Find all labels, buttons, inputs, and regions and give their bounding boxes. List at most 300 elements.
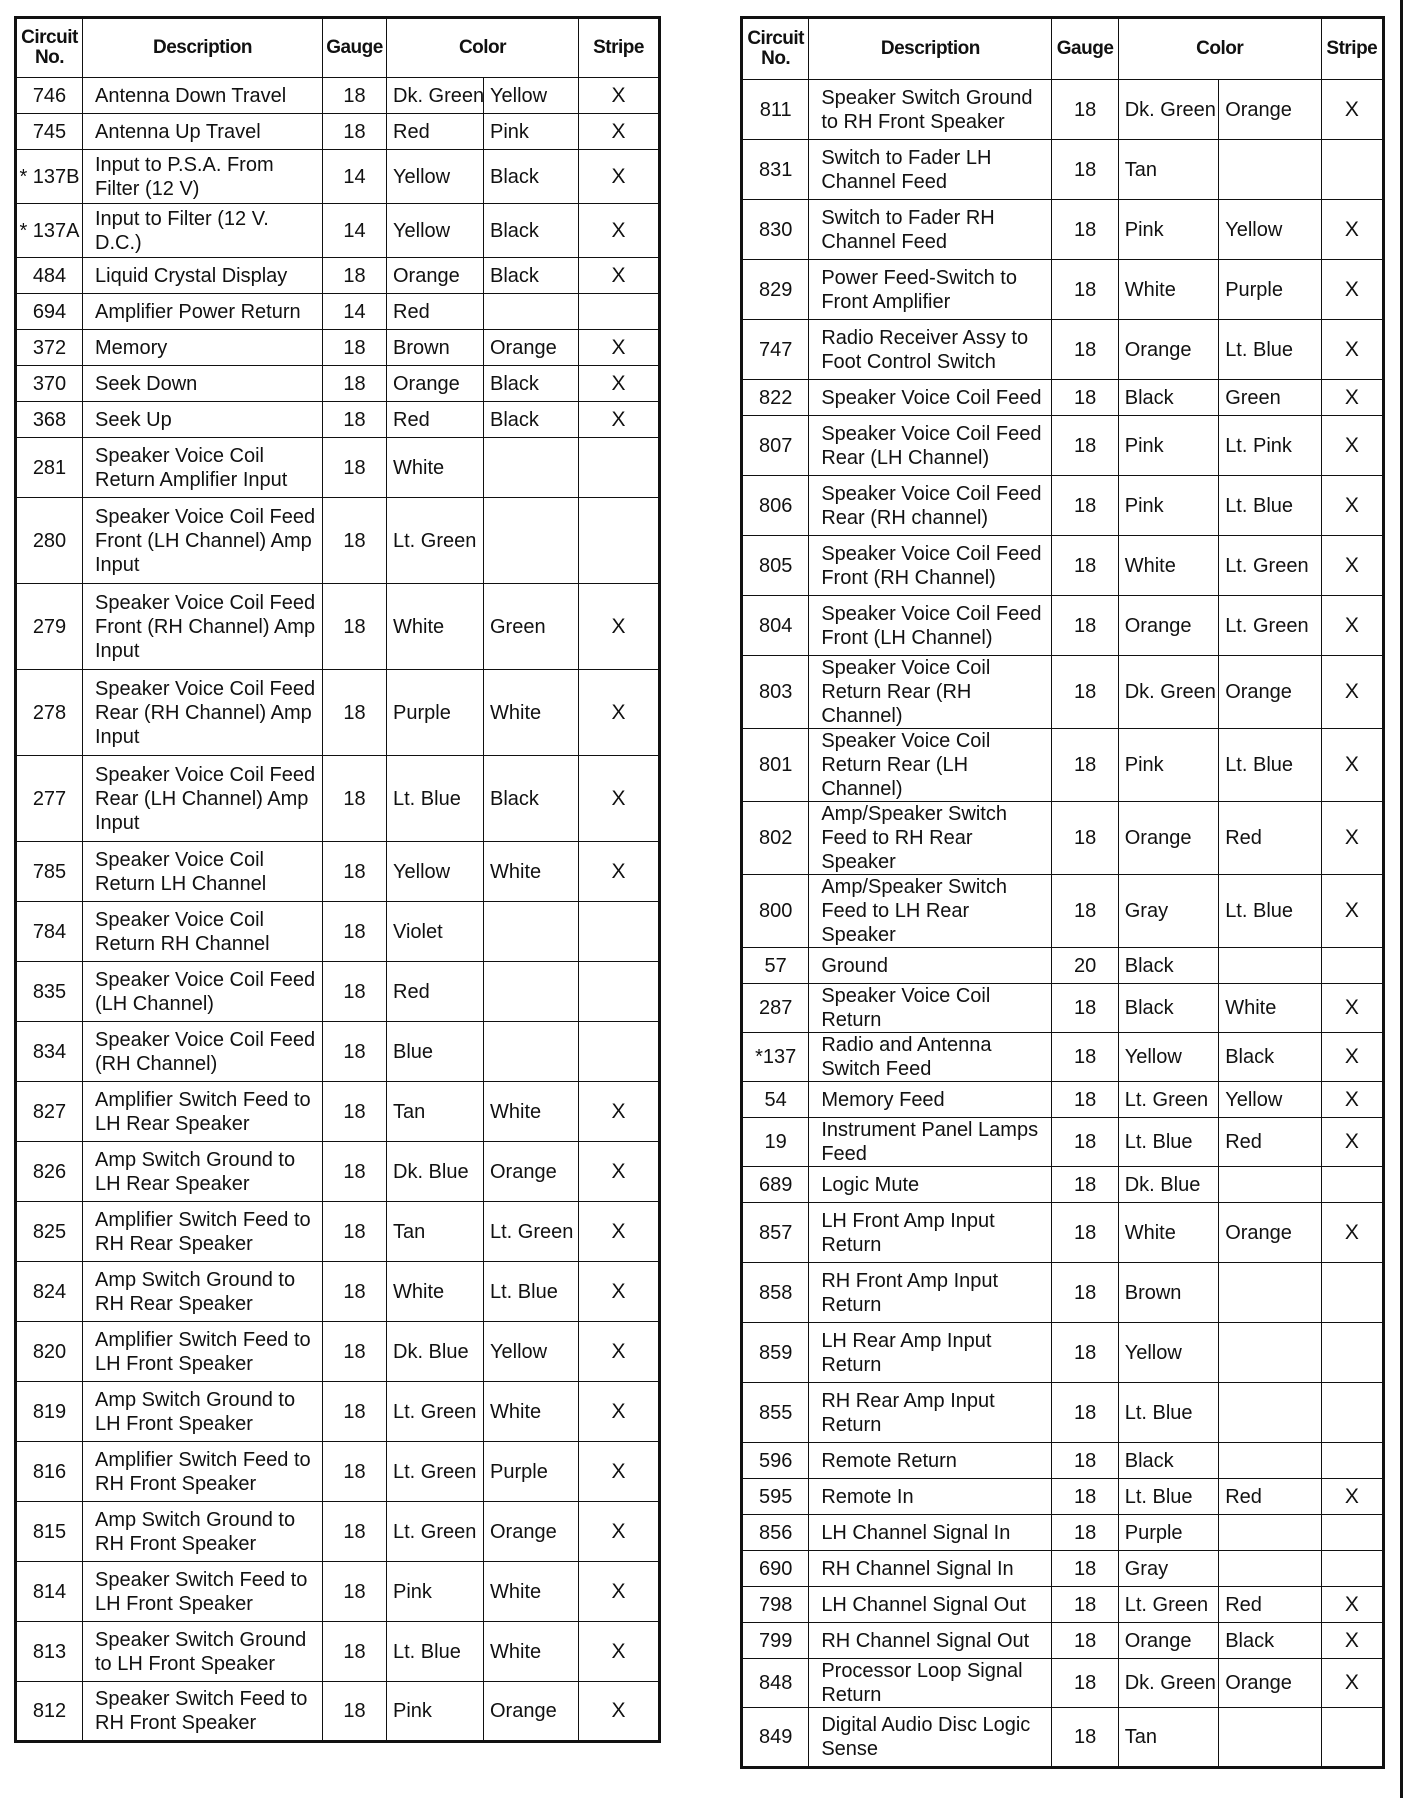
cell-color-stripe: Green (1219, 380, 1321, 416)
cell-color-primary: Pink (387, 1562, 484, 1622)
cell-circuit-no: 745 (16, 114, 83, 150)
cell-stripe-mark (579, 1022, 660, 1082)
cell-color-primary: Yellow (387, 842, 484, 902)
cell-color-primary: Purple (1118, 1515, 1218, 1551)
table-row (16, 1622, 660, 1682)
table-row (16, 584, 660, 670)
cell-gauge: 18 (1052, 1167, 1118, 1203)
table-row (742, 80, 1384, 140)
table-row (742, 802, 1384, 875)
cell-stripe-mark: X (1321, 656, 1383, 729)
cell-description: LH Channel Signal In (809, 1515, 1052, 1551)
table-row (742, 380, 1384, 416)
cell-circuit-no: 747 (742, 320, 809, 380)
table-row (16, 1382, 660, 1442)
cell-color-primary: Black (1118, 948, 1218, 984)
cell-circuit-no: 784 (16, 902, 83, 962)
cell-color-stripe (1219, 1383, 1321, 1443)
cell-color-stripe (1219, 1708, 1321, 1768)
cell-color-stripe: Black (484, 756, 579, 842)
cell-description: Input to P.S.A. From Filter (12 V) (83, 150, 323, 204)
cell-gauge: 18 (1052, 596, 1118, 656)
cell-description: Speaker Voice Coil Return Rear (LH Channel) (809, 729, 1052, 802)
cell-description: Power Feed-Switch to Front Amplifier (809, 260, 1052, 320)
table-row (742, 875, 1384, 948)
cell-stripe-mark: X (1321, 802, 1383, 875)
table-row (16, 1442, 660, 1502)
cell-circuit-no: 812 (16, 1682, 83, 1742)
cell-circuit-no: 785 (16, 842, 83, 902)
table-row (742, 1551, 1384, 1587)
cell-description: Switch to Fader LH Channel Feed (809, 140, 1052, 200)
cell-circuit-no: 803 (742, 656, 809, 729)
cell-circuit-no: 596 (742, 1443, 809, 1479)
cell-color-stripe (484, 962, 579, 1022)
cell-description: Speaker Voice Coil Return RH Channel (83, 902, 323, 962)
cell-description: Speaker Switch Ground to LH Front Speaker (83, 1622, 323, 1682)
cell-color-primary: Dk. Green (387, 78, 484, 114)
table-header-row (742, 18, 1384, 80)
right-wiring-table (740, 16, 1385, 1769)
cell-stripe-mark: X (579, 402, 660, 438)
cell-description: Seek Up (83, 402, 323, 438)
cell-description: Speaker Voice Coil Return (809, 984, 1052, 1033)
table-row (742, 1587, 1384, 1623)
cell-color-primary: Lt. Green (387, 1382, 484, 1442)
cell-color-stripe (1219, 1167, 1321, 1203)
cell-color-primary: Dk. Green (1118, 656, 1218, 729)
cell-circuit-no: 827 (16, 1082, 83, 1142)
cell-stripe-mark: X (1321, 320, 1383, 380)
cell-description: Speaker Switch Feed to LH Front Speaker (83, 1562, 323, 1622)
cell-description: Speaker Voice Coil Feed Front (LH Channel) Amp Input (83, 498, 323, 584)
cell-gauge: 18 (1052, 1587, 1118, 1623)
cell-color-stripe (484, 438, 579, 498)
cell-stripe-mark: X (1321, 1033, 1383, 1082)
cell-color-stripe: Lt. Blue (1219, 729, 1321, 802)
cell-stripe-mark: X (1321, 1118, 1383, 1167)
cell-circuit-no: 805 (742, 536, 809, 596)
cell-color-primary: Pink (1118, 416, 1218, 476)
cell-stripe-mark: X (579, 1442, 660, 1502)
cell-circuit-no: 798 (742, 1587, 809, 1623)
cell-description: Antenna Down Travel (83, 78, 323, 114)
table-row (742, 1515, 1384, 1551)
cell-circuit-no: 19 (742, 1118, 809, 1167)
cell-gauge: 18 (1052, 476, 1118, 536)
table-row (16, 1202, 660, 1262)
header-gauge: Gauge (1052, 18, 1118, 80)
table-row (742, 596, 1384, 656)
cell-description: Logic Mute (809, 1167, 1052, 1203)
cell-circuit-no: 807 (742, 416, 809, 476)
table-row (742, 1167, 1384, 1203)
cell-circuit-no: 825 (16, 1202, 83, 1262)
cell-description: Amplifier Switch Feed to LH Front Speaker (83, 1322, 323, 1382)
cell-gauge: 18 (1052, 536, 1118, 596)
table-row (742, 476, 1384, 536)
cell-color-primary: Lt. Blue (1118, 1118, 1218, 1167)
cell-color-primary: Dk. Green (1118, 1659, 1218, 1708)
cell-circuit-no: 484 (16, 258, 83, 294)
cell-stripe-mark: X (1321, 596, 1383, 656)
cell-circuit-no: 54 (742, 1082, 809, 1118)
cell-stripe-mark (1321, 1708, 1383, 1768)
cell-description: Speaker Voice Coil Return Amplifier Input (83, 438, 323, 498)
cell-color-stripe: Red (1219, 1479, 1321, 1515)
cell-color-primary: Black (1118, 1443, 1218, 1479)
table-row (16, 258, 660, 294)
table-row (16, 1262, 660, 1322)
cell-color-stripe: Black (484, 366, 579, 402)
cell-description: Antenna Up Travel (83, 114, 323, 150)
cell-stripe-mark (1321, 1515, 1383, 1551)
cell-gauge: 18 (1052, 1443, 1118, 1479)
cell-description: Instrument Panel Lamps Feed (809, 1118, 1052, 1167)
cell-description: Digital Audio Disc Logic Sense (809, 1708, 1052, 1768)
cell-color-primary: Tan (1118, 1708, 1218, 1768)
cell-stripe-mark: X (579, 1202, 660, 1262)
cell-color-primary: Pink (1118, 729, 1218, 802)
cell-color-stripe: Lt. Blue (1219, 875, 1321, 948)
cell-color-primary: Orange (1118, 596, 1218, 656)
cell-gauge: 18 (1052, 380, 1118, 416)
cell-color-stripe: Yellow (484, 78, 579, 114)
cell-circuit-no: 829 (742, 260, 809, 320)
table-row (16, 902, 660, 962)
cell-color-primary: Pink (1118, 200, 1218, 260)
cell-color-primary: Brown (1118, 1263, 1218, 1323)
table-row (16, 1022, 660, 1082)
cell-gauge: 20 (1052, 948, 1118, 984)
cell-gauge: 18 (323, 962, 387, 1022)
cell-color-stripe: Orange (484, 1142, 579, 1202)
table-row (742, 1203, 1384, 1263)
cell-description: RH Channel Signal Out (809, 1623, 1052, 1659)
cell-color-primary: Black (1118, 984, 1218, 1033)
table-row (16, 1562, 660, 1622)
table-row (742, 656, 1384, 729)
cell-gauge: 18 (323, 330, 387, 366)
cell-color-primary: White (387, 584, 484, 670)
cell-gauge: 18 (1052, 1708, 1118, 1768)
cell-color-stripe (484, 294, 579, 330)
cell-stripe-mark (1321, 1551, 1383, 1587)
cell-description: Speaker Voice Coil Feed Rear (RH Channel) Amp Input (83, 670, 323, 756)
cell-description: Speaker Switch Feed to RH Front Speaker (83, 1682, 323, 1742)
cell-stripe-mark: X (579, 1382, 660, 1442)
cell-circuit-no: 806 (742, 476, 809, 536)
cell-gauge: 18 (323, 438, 387, 498)
cell-description: Remote In (809, 1479, 1052, 1515)
cell-color-stripe: Orange (1219, 80, 1321, 140)
cell-color-primary: Violet (387, 902, 484, 962)
cell-color-stripe (1219, 1551, 1321, 1587)
cell-gauge: 18 (1052, 1203, 1118, 1263)
cell-description: Speaker Voice Coil Feed Rear (LH Channel) Amp Input (83, 756, 323, 842)
cell-description: Radio Receiver Assy to Foot Control Switch (809, 320, 1052, 380)
cell-color-stripe (484, 1022, 579, 1082)
cell-gauge: 18 (323, 842, 387, 902)
cell-gauge: 14 (323, 150, 387, 204)
table-row (742, 140, 1384, 200)
cell-color-stripe (484, 902, 579, 962)
cell-description: Amp Switch Ground to RH Front Speaker (83, 1502, 323, 1562)
cell-circuit-no: 831 (742, 140, 809, 200)
cell-circuit-no: 801 (742, 729, 809, 802)
cell-stripe-mark: X (1321, 1587, 1383, 1623)
table-row (16, 78, 660, 114)
table-row (16, 366, 660, 402)
cell-color-stripe: White (1219, 984, 1321, 1033)
page-edge-line (1400, 0, 1403, 1798)
cell-gauge: 18 (323, 1142, 387, 1202)
cell-color-primary: Red (387, 114, 484, 150)
cell-color-primary: Lt. Green (387, 1442, 484, 1502)
cell-color-stripe: Black (1219, 1033, 1321, 1082)
cell-color-stripe: Red (1219, 1118, 1321, 1167)
header-stripe: Stripe (1321, 18, 1383, 80)
cell-gauge: 18 (323, 1682, 387, 1742)
cell-description: Speaker Voice Coil Feed (809, 380, 1052, 416)
cell-color-primary: Red (387, 962, 484, 1022)
cell-color-primary: Dk. Green (1118, 80, 1218, 140)
cell-circuit-no: 694 (16, 294, 83, 330)
cell-circuit-no: *137 (742, 1033, 809, 1082)
cell-gauge: 18 (323, 78, 387, 114)
cell-circuit-no: 279 (16, 584, 83, 670)
cell-description: Ground (809, 948, 1052, 984)
cell-gauge: 18 (1052, 260, 1118, 320)
cell-circuit-no: 824 (16, 1262, 83, 1322)
cell-stripe-mark: X (579, 1082, 660, 1142)
header-circuit-no: Circuit No. (16, 18, 83, 78)
cell-stripe-mark: X (1321, 1623, 1383, 1659)
cell-color-stripe: Red (1219, 802, 1321, 875)
cell-gauge: 18 (323, 670, 387, 756)
cell-color-primary: Orange (1118, 320, 1218, 380)
cell-color-primary: Orange (387, 366, 484, 402)
cell-stripe-mark: X (579, 1262, 660, 1322)
cell-color-primary: Gray (1118, 1551, 1218, 1587)
cell-stripe-mark: X (579, 584, 660, 670)
cell-stripe-mark: X (1321, 1659, 1383, 1708)
table-row (16, 438, 660, 498)
cell-gauge: 18 (323, 1262, 387, 1322)
cell-circuit-no: * 137A (16, 204, 83, 258)
cell-circuit-no: 820 (16, 1322, 83, 1382)
cell-gauge: 18 (323, 1022, 387, 1082)
cell-color-primary: Gray (1118, 875, 1218, 948)
table-row (742, 1708, 1384, 1768)
cell-color-primary: Lt. Blue (387, 756, 484, 842)
cell-gauge: 18 (323, 366, 387, 402)
table-row (16, 204, 660, 258)
cell-gauge: 18 (323, 1502, 387, 1562)
cell-color-primary: Yellow (1118, 1033, 1218, 1082)
table-row (742, 200, 1384, 260)
table-row (16, 756, 660, 842)
cell-color-primary: Purple (387, 670, 484, 756)
cell-gauge: 18 (323, 114, 387, 150)
cell-stripe-mark: X (1321, 476, 1383, 536)
table-row (16, 1082, 660, 1142)
cell-description: LH Front Amp Input Return (809, 1203, 1052, 1263)
cell-description: Liquid Crystal Display (83, 258, 323, 294)
table-row (16, 330, 660, 366)
cell-color-stripe: Lt. Blue (1219, 320, 1321, 380)
cell-gauge: 18 (323, 1562, 387, 1622)
cell-color-stripe: Yellow (1219, 1082, 1321, 1118)
table-row (16, 498, 660, 584)
cell-gauge: 18 (1052, 1479, 1118, 1515)
cell-color-stripe: Lt. Blue (1219, 476, 1321, 536)
cell-color-primary: White (1118, 536, 1218, 596)
table-row (742, 416, 1384, 476)
cell-gauge: 14 (323, 204, 387, 258)
table-row (742, 1383, 1384, 1443)
cell-color-stripe (1219, 1263, 1321, 1323)
cell-circuit-no: 855 (742, 1383, 809, 1443)
cell-color-stripe: Pink (484, 114, 579, 150)
cell-color-primary: Pink (1118, 476, 1218, 536)
cell-stripe-mark (579, 962, 660, 1022)
cell-stripe-mark (1321, 1167, 1383, 1203)
cell-circuit-no: 816 (16, 1442, 83, 1502)
cell-circuit-no: 830 (742, 200, 809, 260)
cell-circuit-no: 822 (742, 380, 809, 416)
cell-description: RH Rear Amp Input Return (809, 1383, 1052, 1443)
cell-description: Remote Return (809, 1443, 1052, 1479)
cell-color-stripe: White (484, 1382, 579, 1442)
cell-stripe-mark (1321, 1263, 1383, 1323)
cell-color-stripe: Black (484, 204, 579, 258)
cell-color-stripe: Lt. Pink (1219, 416, 1321, 476)
cell-description: Amplifier Switch Feed to RH Front Speaker (83, 1442, 323, 1502)
cell-stripe-mark: X (579, 756, 660, 842)
cell-gauge: 18 (1052, 200, 1118, 260)
cell-color-primary: Black (1118, 380, 1218, 416)
cell-stripe-mark: X (1321, 260, 1383, 320)
cell-description: Amp Switch Ground to LH Front Speaker (83, 1382, 323, 1442)
cell-color-stripe: Purple (1219, 260, 1321, 320)
cell-color-stripe: White (484, 1562, 579, 1622)
cell-color-stripe: Lt. Green (1219, 536, 1321, 596)
cell-color-stripe: Red (1219, 1587, 1321, 1623)
cell-color-primary: Yellow (387, 204, 484, 258)
cell-color-primary: Dk. Blue (387, 1322, 484, 1382)
cell-description: Speaker Switch Ground to RH Front Speaker (809, 80, 1052, 140)
cell-stripe-mark: X (579, 1562, 660, 1622)
cell-stripe-mark: X (579, 670, 660, 756)
table-row (742, 1263, 1384, 1323)
cell-color-stripe: Orange (1219, 1203, 1321, 1263)
left-wiring-table-panel (14, 16, 658, 1743)
cell-color-stripe (1219, 948, 1321, 984)
table-row (16, 962, 660, 1022)
cell-stripe-mark: X (1321, 984, 1383, 1033)
cell-gauge: 18 (1052, 729, 1118, 802)
cell-description: Memory (83, 330, 323, 366)
cell-circuit-no: 800 (742, 875, 809, 948)
cell-gauge: 18 (1052, 1263, 1118, 1323)
cell-description: Speaker Voice Coil Feed (RH Channel) (83, 1022, 323, 1082)
cell-circuit-no: 819 (16, 1382, 83, 1442)
cell-gauge: 18 (1052, 416, 1118, 476)
cell-color-primary: White (387, 1262, 484, 1322)
cell-description: Speaker Voice Coil Feed Rear (RH channel) (809, 476, 1052, 536)
cell-stripe-mark: X (1321, 416, 1383, 476)
cell-gauge: 18 (323, 1622, 387, 1682)
cell-stripe-mark (1321, 1383, 1383, 1443)
table-row (16, 1682, 660, 1742)
cell-description: Input to Filter (12 V. D.C.) (83, 204, 323, 258)
cell-circuit-no: 689 (742, 1167, 809, 1203)
cell-gauge: 18 (1052, 80, 1118, 140)
cell-color-primary: White (387, 438, 484, 498)
cell-circuit-no: 277 (16, 756, 83, 842)
cell-circuit-no: 856 (742, 1515, 809, 1551)
cell-stripe-mark (1321, 140, 1383, 200)
cell-description: Speaker Voice Coil Feed (LH Channel) (83, 962, 323, 1022)
cell-gauge: 18 (323, 1082, 387, 1142)
header-color: Color (387, 18, 579, 78)
cell-circuit-no: 849 (742, 1708, 809, 1768)
cell-color-stripe: Orange (484, 330, 579, 366)
cell-color-primary: Tan (387, 1082, 484, 1142)
cell-stripe-mark: X (579, 366, 660, 402)
cell-gauge: 18 (1052, 140, 1118, 200)
cell-stripe-mark: X (579, 1502, 660, 1562)
cell-stripe-mark (1321, 948, 1383, 984)
cell-color-stripe: Orange (1219, 656, 1321, 729)
cell-gauge: 18 (323, 498, 387, 584)
header-gauge: Gauge (323, 18, 387, 78)
cell-description: Amplifier Power Return (83, 294, 323, 330)
cell-circuit-no: 281 (16, 438, 83, 498)
table-row (16, 294, 660, 330)
cell-description: Speaker Voice Coil Feed Front (LH Channel) (809, 596, 1052, 656)
cell-circuit-no: 814 (16, 1562, 83, 1622)
cell-color-primary: Lt. Blue (1118, 1479, 1218, 1515)
cell-gauge: 18 (1052, 875, 1118, 948)
cell-circuit-no: 799 (742, 1623, 809, 1659)
cell-stripe-mark (1321, 1323, 1383, 1383)
cell-stripe-mark: X (579, 258, 660, 294)
cell-color-stripe: Black (484, 150, 579, 204)
cell-stripe-mark: X (1321, 1082, 1383, 1118)
table-row (16, 1502, 660, 1562)
table-row (16, 1142, 660, 1202)
table-row (16, 842, 660, 902)
cell-description: Amplifier Switch Feed to LH Rear Speaker (83, 1082, 323, 1142)
cell-color-primary: Brown (387, 330, 484, 366)
cell-stripe-mark: X (1321, 200, 1383, 260)
cell-color-stripe: Orange (484, 1502, 579, 1562)
table-row (742, 536, 1384, 596)
cell-color-primary: Tan (1118, 140, 1218, 200)
cell-color-stripe: White (484, 1082, 579, 1142)
cell-stripe-mark: X (1321, 729, 1383, 802)
cell-gauge: 18 (323, 1202, 387, 1262)
cell-circuit-no: 811 (742, 80, 809, 140)
cell-description: Speaker Voice Coil Feed Rear (LH Channel) (809, 416, 1052, 476)
table-row (742, 1033, 1384, 1082)
table-row (742, 320, 1384, 380)
table-row (742, 1443, 1384, 1479)
cell-stripe-mark: X (579, 1682, 660, 1742)
left-table-body (16, 78, 660, 1742)
